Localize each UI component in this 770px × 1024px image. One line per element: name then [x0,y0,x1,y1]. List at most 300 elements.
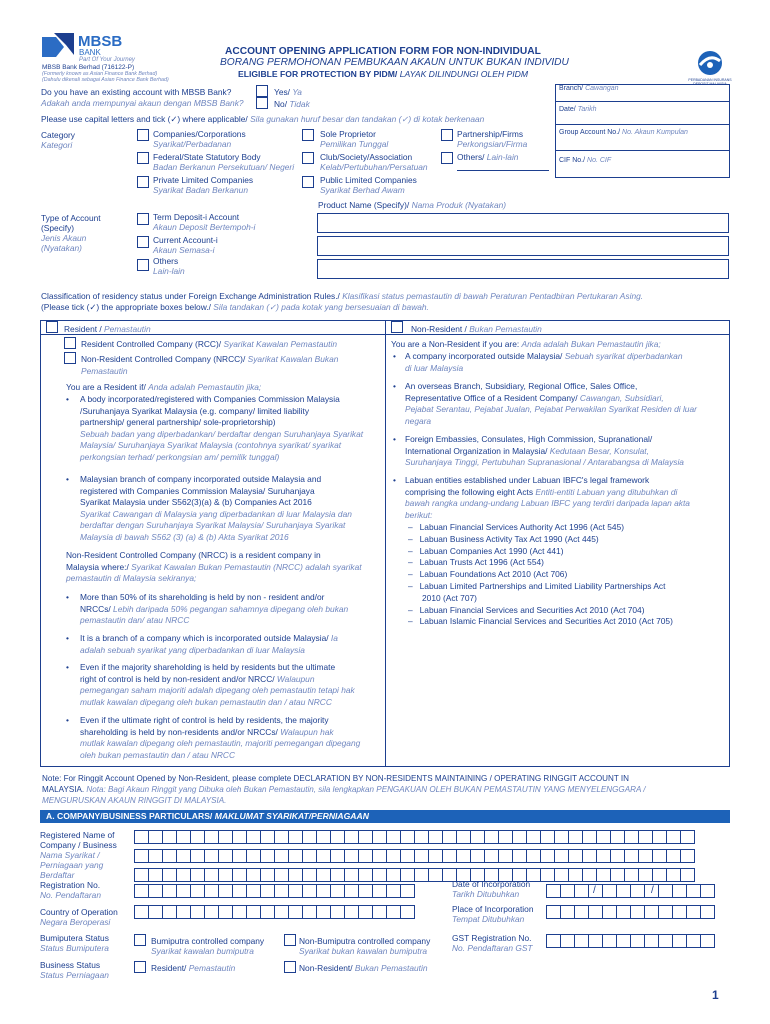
pidm-logo [688,50,732,84]
char-cell[interactable] [658,884,673,898]
char-cell[interactable] [686,905,701,919]
acc-others-checkbox[interactable] [137,259,149,271]
char-cell[interactable] [218,884,233,898]
char-cell[interactable] [232,830,247,844]
bumiputra-controlled-label: Bumiputra controlled company Syarikat kawalan bumiputra [151,936,265,956]
registered-name-label: Registered Name of Company / Business Nama Syarikat / Perniagaan yang Berdaftar [40,830,117,880]
char-cell[interactable] [596,868,611,882]
char-cell[interactable] [414,849,429,863]
branch-field[interactable]: Branch/ Cawangan [559,85,619,92]
char-cell[interactable] [686,884,701,898]
char-cell[interactable] [260,868,275,882]
country-of-operation-grid[interactable] [134,905,414,919]
nrcc-label-bm2: Pemastautin [81,366,128,376]
char-cell[interactable] [546,934,561,948]
cif-field[interactable]: CIF No./ No. CIF [559,157,612,164]
char-cell[interactable] [686,934,701,948]
char-cell[interactable] [148,905,163,919]
char-cell[interactable] [344,884,359,898]
char-cell[interactable] [176,905,191,919]
char-cell[interactable] [588,934,603,948]
existing-yes-label: Yes/ Ya [274,87,302,97]
mbsb-logo [42,33,74,59]
char-cell[interactable] [560,884,575,898]
form-title-bm: BORANG PERMOHONAN PEMBUKAAN AKAUN UNTUK BUKAN INDIVIDU [220,57,569,68]
char-cell[interactable] [602,905,617,919]
char-cell[interactable] [288,884,303,898]
char-cell[interactable] [512,830,527,844]
bumiputra-controlled-checkbox[interactable] [134,934,146,946]
char-cell[interactable] [134,868,149,882]
char-cell[interactable] [560,934,575,948]
char-cell[interactable] [358,849,373,863]
char-cell[interactable] [680,830,695,844]
product-others-input[interactable] [317,259,729,279]
char-cell[interactable] [546,884,561,898]
former-name: (Formerly known as Asian Finance Bank Berhad) [42,71,158,77]
char-cell[interactable] [574,905,589,919]
resident-checkbox[interactable] [46,321,58,333]
char-cell[interactable] [456,830,471,844]
brand-tagline: Part Of Your Journey [79,57,135,63]
product-term-deposit-input[interactable] [317,213,729,233]
char-cell[interactable] [616,884,631,898]
acc-term-deposit-checkbox[interactable] [137,213,149,225]
date-separator: / [651,885,654,896]
char-cell[interactable] [414,868,429,882]
char-cell[interactable] [658,905,673,919]
date-of-incorporation-grid[interactable] [546,884,714,898]
brand-sub: BANK [79,48,101,57]
cat-companies-label-bm: Syarikat/Perbadanan [153,139,232,149]
char-cell[interactable] [616,934,631,948]
char-cell[interactable] [414,830,429,844]
char-cell[interactable] [554,849,569,863]
char-cell[interactable] [616,905,631,919]
char-cell[interactable] [190,905,205,919]
char-cell[interactable] [274,830,289,844]
char-cell[interactable] [428,868,443,882]
cat-club-label-bm: Kelab/Pertubuhan/Persatuan [320,162,428,172]
resident-criterion-1: A body incorporated/registered with Companies Commission Malaysia /Suruhanjaya Syarikat Malaysia (e.g. company/ limited liability partnership/ general partnership/ sole-proprietorship) Sebuah badan yang diperbadankan/ berdaftar dengan Suruhanjaya Syarikat Malaysia/ Suruhanjaya Syarikat Malaysia (contohnya syarikat/ syarikat perkongsian terhad/ perkongsian am/ pemilik tunggal) [80,394,364,462]
char-cell[interactable] [610,868,625,882]
nrcc-criterion-2: It is a branch of a company which is incorporated outside Malaysia/ Ia adalah sebuah syarikat yang diperbadankan di luar Malaysia [80,633,338,655]
product-name-label: Product Name (Specify)/ Nama Produk (Nyatakan) [318,200,507,210]
char-cell[interactable] [630,884,645,898]
char-cell[interactable] [624,830,639,844]
resident-title: Resident / Pemastautin [64,324,151,334]
cat-partnership-label: Partnership/Firms [457,129,524,139]
char-cell[interactable] [386,868,401,882]
ringgit-note: Note: For Ringgit Account Opened by Non-Resident, please complete DECLARATION BY NON-RESIDENTS MAINTAINING / OPERATING RINGGIT ACCOUNT IN MALAYSIA. Nota: Bagi Akaun Ringgit yang Dibuka oleh Bukan Pemastautin, sila lengkapkan PENGAKUAN OLEH BUKAN PEMASTAUTIN YANG MENYELENGGARA / MENGURUSKAN AKAUN RINGGIT DI MALAYSIA. [42,774,646,805]
char-cell[interactable] [652,849,667,863]
char-cell[interactable] [638,830,653,844]
char-cell[interactable] [148,849,163,863]
acc-others-label-bm: Lain-lain [153,266,185,276]
cat-partnership-label-bm: Perkongsian/Firma [457,139,528,149]
non-resident-criterion-4: Labuan entities established under Labuan IBFC's legal framework comprising the following eight Acts Entiti-entiti Labuan yang ditubuhkan di bawah rangka undang-undang Labuan IBFC yang terdiri daripada lapan akta berikut: [405,475,690,520]
char-cell[interactable] [288,905,303,919]
cat-sole-checkbox[interactable] [302,129,314,141]
char-cell[interactable] [288,830,303,844]
char-cell[interactable] [176,884,191,898]
char-cell[interactable] [456,849,471,863]
char-cell[interactable] [644,905,659,919]
existing-no-label: No/ Tidak [274,99,310,109]
char-cell[interactable] [316,905,331,919]
char-cell[interactable] [316,868,331,882]
char-cell[interactable] [568,868,583,882]
acc-current-checkbox[interactable] [137,236,149,248]
char-cell[interactable] [400,849,415,863]
labuan-act: 2010 (Act 707) [422,592,477,603]
char-cell[interactable] [316,849,331,863]
non-resident-if: You are a Non-Resident if you are: Anda adalah Bukan Pemastautin jika; [391,339,661,349]
char-cell[interactable] [602,934,617,948]
char-cell[interactable] [582,868,597,882]
country-of-operation-label: Country of Operation Negara Beroperasi [40,907,118,927]
char-cell[interactable] [344,868,359,882]
existing-account-question-bm: Adakah anda mempunyai akaun dengan MBSB Bank? [41,98,244,108]
char-cell[interactable] [554,868,569,882]
char-cell[interactable] [288,849,303,863]
char-cell[interactable] [526,849,541,863]
char-cell[interactable] [574,934,589,948]
non-resident-checkbox[interactable] [391,321,403,333]
char-cell[interactable] [344,849,359,863]
char-cell[interactable] [148,884,163,898]
char-cell[interactable] [218,905,233,919]
char-cell[interactable] [372,868,387,882]
labuan-act: – Labuan Limited Partnerships and Limited Liability Partnerships Act [408,580,666,591]
char-cell[interactable] [386,905,401,919]
char-cell[interactable] [546,905,561,919]
char-cell[interactable] [582,849,597,863]
product-current-input[interactable] [317,236,729,256]
char-cell[interactable] [274,884,289,898]
labuan-act: – Labuan Financial Services Authority Act 1996 (Act 545) [408,522,625,532]
cat-private-checkbox[interactable] [137,176,149,188]
labuan-act: – Labuan Foundations Act 2010 (Act 706) [408,569,568,580]
char-cell[interactable] [246,884,261,898]
cat-private-label-bm: Syarikat Badan Berkanun [153,185,248,195]
char-cell[interactable] [498,849,513,863]
cat-club-checkbox[interactable] [302,152,314,164]
cat-others-label: Others/ Lain-lain [457,152,519,162]
char-cell[interactable] [218,849,233,863]
char-cell[interactable] [442,830,457,844]
char-cell[interactable] [302,830,317,844]
char-cell[interactable] [582,830,597,844]
existing-no-checkbox[interactable] [256,97,268,109]
registered-name-grid-3[interactable] [134,868,694,882]
page-number: 1 [712,988,719,1002]
cat-companies-checkbox[interactable] [137,129,149,141]
char-cell[interactable] [652,868,667,882]
char-cell[interactable] [540,849,555,863]
char-cell[interactable] [596,830,611,844]
char-cell[interactable] [190,884,205,898]
char-cell[interactable] [644,934,659,948]
char-cell[interactable] [372,849,387,863]
char-cell[interactable] [232,905,247,919]
char-cell[interactable] [400,830,415,844]
char-cell[interactable] [372,884,387,898]
former-name-bm: (Dahulu dikenali sebagai Asian Finance Bank Berhad) [42,77,169,83]
registration-no-grid[interactable] [134,884,414,898]
char-cell[interactable] [624,849,639,863]
labuan-act: – Labuan Financial Services and Securities Act 2010 (Act 704) [408,604,645,615]
char-cell[interactable] [330,849,345,863]
char-cell[interactable] [484,830,499,844]
char-cell[interactable] [400,884,415,898]
char-cell[interactable] [540,830,555,844]
char-cell[interactable] [470,830,485,844]
char-cell[interactable] [666,849,681,863]
acc-term-deposit-label: Term Deposit-i Account [153,212,240,222]
char-cell[interactable] [330,868,345,882]
gst-registration-grid[interactable] [546,934,714,948]
char-cell[interactable] [190,830,205,844]
char-cell[interactable] [246,868,261,882]
registered-name-grid-1[interactable] [134,830,694,844]
char-cell[interactable] [400,868,415,882]
char-cell[interactable] [330,830,345,844]
char-cell[interactable] [148,868,163,882]
char-cell[interactable] [162,849,177,863]
char-cell[interactable] [344,905,359,919]
char-cell[interactable] [498,830,513,844]
nrcc-definition: Non-Resident Controlled Company (NRCC) is a resident company in Malaysia where:/ Syarikat Kawalan Bukan Pemastautin (NRCC) adalah syarikat pemastautin di Malaysia sekiranya; [66,550,362,584]
char-cell[interactable] [316,884,331,898]
place-of-incorporation-label: Place of Incorporation Tempat Ditubuhkan [452,904,534,924]
cat-public-label: Public Limited Companies [320,175,417,185]
acc-current-label-bm: Akaun Semasa-i [153,245,215,255]
business-non-resident-label: Non-Resident/ Bukan Pemastautin [299,963,428,973]
char-cell[interactable] [610,849,625,863]
char-cell[interactable] [176,830,191,844]
cat-companies-label: Companies/Corporations [153,129,246,139]
char-cell[interactable] [372,905,387,919]
char-cell[interactable] [672,884,687,898]
cat-sole-label-bm: Pemilikan Tunggal [320,139,389,149]
char-cell[interactable] [274,868,289,882]
char-cell[interactable] [204,830,219,844]
resident-if: You are a Resident if/ Anda adalah Pemastautin jika; [66,382,262,392]
char-cell[interactable] [560,905,575,919]
char-cell[interactable] [260,905,275,919]
nrcc-label: Non-Resident Controlled Company (NRCC)/ Syarikat Kawalan Bukan [81,354,339,364]
char-cell[interactable] [302,905,317,919]
char-cell[interactable] [302,849,317,863]
non-bumiputra-controlled-checkbox[interactable] [284,934,296,946]
nrcc-criterion-4: Even if the ultimate right of control is held by residents, the majority shareholding is held by non-residents and/or NRCCs/ Walaupun hak mutlak kawalan dipegang oleh pemastautin, majoriti pemegangan dipegang oleh bukan pemastautin dan / atau NRCC [80,715,361,760]
char-cell[interactable] [232,868,247,882]
char-cell[interactable] [610,830,625,844]
existing-yes-checkbox[interactable] [256,85,268,97]
char-cell[interactable] [596,849,611,863]
char-cell[interactable] [246,905,261,919]
char-cell[interactable] [232,884,247,898]
cat-club-label: Club/Society/Association [320,152,413,162]
char-cell[interactable] [302,884,317,898]
char-cell[interactable] [680,849,695,863]
char-cell[interactable] [574,884,589,898]
char-cell[interactable] [484,849,499,863]
char-cell[interactable] [638,849,653,863]
category-label: Category [41,130,75,140]
section-a-header: A. COMPANY/BUSINESS PARTICULARS/ MAKLUMAT SYARIKAT/PERNIAGAAN [40,810,730,823]
cat-partnership-checkbox[interactable] [441,129,453,141]
cat-others-checkbox[interactable] [441,152,453,164]
char-cell[interactable] [204,849,219,863]
cat-statutory-label-bm: Badan Berkanun Persekutuan/ Negeri [153,162,295,172]
char-cell[interactable] [288,868,303,882]
resident-criterion-2: Malaysian branch of company incorporated outside Malaysia and registered with Companies Commission Malaysia/ Suruhanjaya Syarikat Malaysia under S562(3)(a) & (b) Companies Act 2016 Syarikat Cawangan di Malaysia yang diperbadankan di luar Malaysia dan berdaftar dengan Suruhanjaya Syarikat Malaysia/ Suruhanjaya Syarikat Malaysia di bawah S562 (3) (a) & (b) Akta Syarikat 2016 [80,474,352,542]
char-cell[interactable] [666,830,681,844]
classification-line1: Classification of residency status under Foreign Exchange Administration Rules./ Klasifikasi status pemastautin di bawah Peraturan Pentadbiran Pertukaran Asing. [41,291,644,301]
labuan-act: – Labuan Islamic Financial Services and Securities Act 2010 (Act 705) [408,616,673,627]
char-cell[interactable] [386,884,401,898]
char-cell[interactable] [428,830,443,844]
registration-no-label: Registration No. No. Pendaftaran [40,880,101,900]
char-cell[interactable] [260,849,275,863]
business-resident-checkbox[interactable] [134,961,146,973]
char-cell[interactable] [218,868,233,882]
char-cell[interactable] [162,830,177,844]
char-cell[interactable] [386,849,401,863]
pidm-logo-text: PERBADANAN INSURANS [688,78,732,82]
char-cell[interactable] [358,884,373,898]
char-cell[interactable] [630,905,645,919]
char-cell[interactable] [162,905,177,919]
char-cell[interactable] [658,934,673,948]
business-resident-label: Resident/ Pemastautin [151,963,236,973]
entity-name: MBSB Bank Berhad (716122-P) [42,64,135,71]
char-cell[interactable] [190,868,205,882]
business-non-resident-checkbox[interactable] [284,961,296,973]
char-cell[interactable] [372,830,387,844]
date-of-incorporation-label: Date of Incorporation Tarikh Ditubuhkan [452,879,531,899]
char-cell[interactable] [204,905,219,919]
char-cell[interactable] [344,830,359,844]
char-cell[interactable] [260,830,275,844]
char-cell[interactable] [232,849,247,863]
labuan-act: – Labuan Trusts Act 1996 (Act 554) [408,557,544,568]
char-cell[interactable] [554,830,569,844]
char-cell[interactable] [700,934,715,948]
char-cell[interactable] [666,868,681,882]
non-resident-title: Non-Resident / Bukan Pemastautin [411,324,542,334]
char-cell[interactable] [274,905,289,919]
char-cell[interactable] [428,849,443,863]
char-cell[interactable] [700,884,715,898]
cat-sole-label: Sole Proprietor [320,129,376,139]
char-cell[interactable] [512,849,527,863]
labuan-acts-list [408,522,673,628]
char-cell[interactable] [148,830,163,844]
char-cell[interactable] [134,884,149,898]
existing-account-question: Do you have an existing account with MBSB Bank? [41,87,232,97]
mbsb-logo-mark-icon [42,33,74,59]
char-cell[interactable] [134,905,149,919]
cat-public-label-bm: Syarikat Berhad Awam [320,185,405,195]
char-cell[interactable] [218,830,233,844]
date-separator: / [593,885,596,896]
cat-statutory-label: Federal/State Statutory Body [153,152,261,162]
char-cell[interactable] [330,905,345,919]
char-cell[interactable] [162,868,177,882]
char-cell[interactable] [176,849,191,863]
char-cell[interactable] [162,884,177,898]
char-cell[interactable] [358,830,373,844]
char-cell[interactable] [246,830,261,844]
char-cell[interactable] [680,868,695,882]
cat-statutory-checkbox[interactable] [137,152,149,164]
char-cell[interactable] [246,849,261,863]
char-cell[interactable] [274,849,289,863]
char-cell[interactable] [400,905,415,919]
char-cell[interactable] [700,905,715,919]
char-cell[interactable] [358,905,373,919]
char-cell[interactable] [190,849,205,863]
acc-term-deposit-label-bm: Akaun Deposit Bertempoh-i [153,222,256,232]
nrcc-checkbox[interactable] [64,352,76,364]
labuan-act: – Labuan Business Activity Tax Act 1990 (Act 445) [408,533,599,544]
char-cell[interactable] [652,830,667,844]
non-resident-criterion-3: Foreign Embassies, Consulates, High Commission, Supranational/ International Organization in Malaysia/ Kedutaan Besar, Konsulat, Suruhanjaya Tinggi, Pertubuhan Supranasional / Antarabangsa di Malaysia [405,434,684,468]
rcc-checkbox[interactable] [64,337,76,349]
char-cell[interactable] [588,905,603,919]
char-cell[interactable] [624,868,639,882]
bumiputera-status-label: Bumiputera Status Status Bumiputera [40,933,109,953]
char-cell[interactable] [568,849,583,863]
pidm-eligibility: ELIGIBLE FOR PROTECTION BY PIDM/ LAYAK DILINDUNGI OLEH PIDM [238,69,529,79]
char-cell[interactable] [442,849,457,863]
char-cell[interactable] [630,934,645,948]
instruction: Please use capital letters and tick (✓) where applicable/ Sila gunakan huruf besar dan tandakan (✓) di kotak berkenaan [41,114,485,124]
char-cell[interactable] [672,905,687,919]
char-cell[interactable] [358,868,373,882]
char-cell[interactable] [330,884,345,898]
char-cell[interactable] [204,868,219,882]
date-field[interactable]: Date/ Tarikh [559,106,597,113]
group-account-field[interactable]: Group Account No./ No. Akaun Kumpulan [559,129,688,136]
char-cell[interactable] [470,849,485,863]
char-cell[interactable] [176,868,191,882]
char-cell[interactable] [134,830,149,844]
char-cell[interactable] [526,830,541,844]
registered-name-grid-2[interactable] [134,849,694,863]
nrcc-criterion-1: More than 50% of its shareholding is held by non - resident and/or NRCCs/ Lebih daripada 50% pegangan sahamnya dipegang oleh bukan pemastautin dan/ atau NRCC [80,592,349,626]
cat-public-checkbox[interactable] [302,176,314,188]
brand-name: MBSB [78,33,123,50]
char-cell[interactable] [672,934,687,948]
char-cell[interactable] [316,830,331,844]
acc-others-label: Others [153,256,179,266]
char-cell[interactable] [568,830,583,844]
char-cell[interactable] [260,884,275,898]
form-title: ACCOUNT OPENING APPLICATION FORM FOR NON-INDIVIDUAL [225,46,541,57]
char-cell[interactable] [540,868,555,882]
char-cell[interactable] [204,884,219,898]
place-of-incorporation-grid[interactable] [546,905,714,919]
char-cell[interactable] [386,830,401,844]
char-cell[interactable] [302,868,317,882]
char-cell[interactable] [638,868,653,882]
char-cell[interactable] [602,884,617,898]
char-cell[interactable] [134,849,149,863]
